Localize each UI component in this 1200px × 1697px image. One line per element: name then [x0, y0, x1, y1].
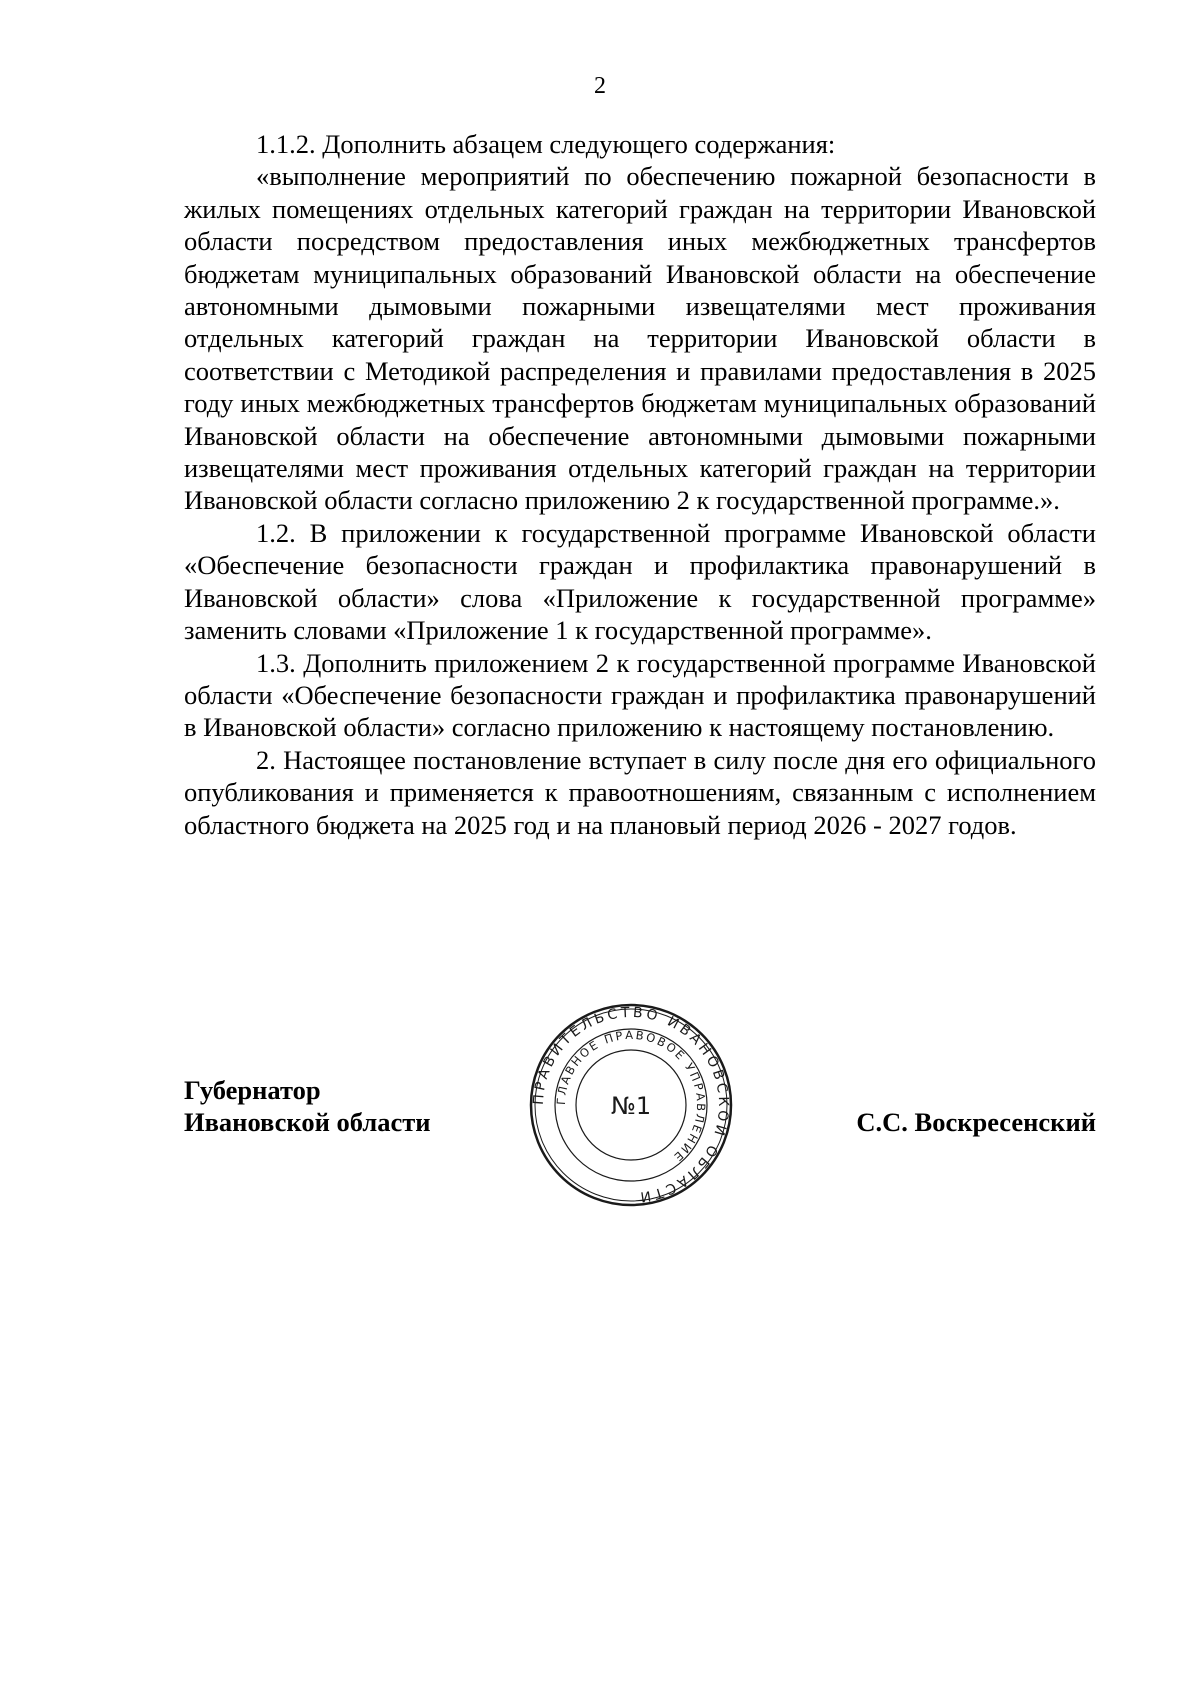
seal-center-text: №1 — [610, 1092, 652, 1120]
official-seal — [526, 1000, 736, 1210]
seal-outer-text-path: ПРАВИТЕЛЬСТВО ИВАНОВСКОЙ ОБЛАСТИ — [530, 1004, 732, 1205]
paragraph-1-3: 1.3. Дополнить приложением 2 к государственной программе Ивановской области «Обеспечение безопасности граждан и профилактика правонарушений в Ивановской области» согласно приложению к настоящему постановлению. — [184, 647, 1096, 743]
signer-title-line-1: Губернатор — [184, 1075, 321, 1105]
paragraph-2: 2. Настоящее постановление вступает в силу после дня его официального опубликования и применяется к правоотношениям, связанным с исполнением областного бюджета на 2025 год и на плановый период 2026 - 2027 годов. — [184, 744, 1096, 840]
signer-title — [184, 1074, 431, 1139]
paragraph-1-1-2: 1.1.2. Дополнить абзацем следующего содержания: — [256, 129, 836, 159]
signer-title-line-2: Ивановской области — [184, 1107, 431, 1138]
paragraph-quoted-addition: «выполнение мероприятий по обеспечению пожарной безопасности в жилых помещениях отдельных категорий граждан на территории Ивановской области посредством предоставления иных межбюджетных трансфертов бюджетам муниципальных образований Ивановской области на обеспечение автономными дымовыми пожарными извещателями мест проживания отдельных категорий граждан на территории Ивановской области в соответствии с Методикой распределения и правилами предоставления в 2025 году иных межбюджетных трансфертов бюджетам муниципальных образований Ивановской области на обеспечение автономными дымовыми пожарными извещателями мест проживания отдельных категорий граждан на территории Ивановской области согласно приложению 2 к государственной программе.». — [184, 161, 1096, 516]
page-number: 2 — [594, 73, 606, 99]
document-body — [184, 128, 1096, 841]
paragraph-1-2: 1.2. В приложении к государственной программе Ивановской области «Обеспечение безопасности граждан и профилактика правонарушений в Ивановской области» слова «Приложение к государственной программе» заменить словами «Приложение 1 к государственной программе». — [184, 517, 1096, 646]
signer-name: С.С. Воскресенский — [856, 1107, 1096, 1137]
seal-inner-text-path: ГЛАВНОЕ ПРАВОВОЕ УПРАВЛЕНИЕ — [553, 1027, 709, 1166]
